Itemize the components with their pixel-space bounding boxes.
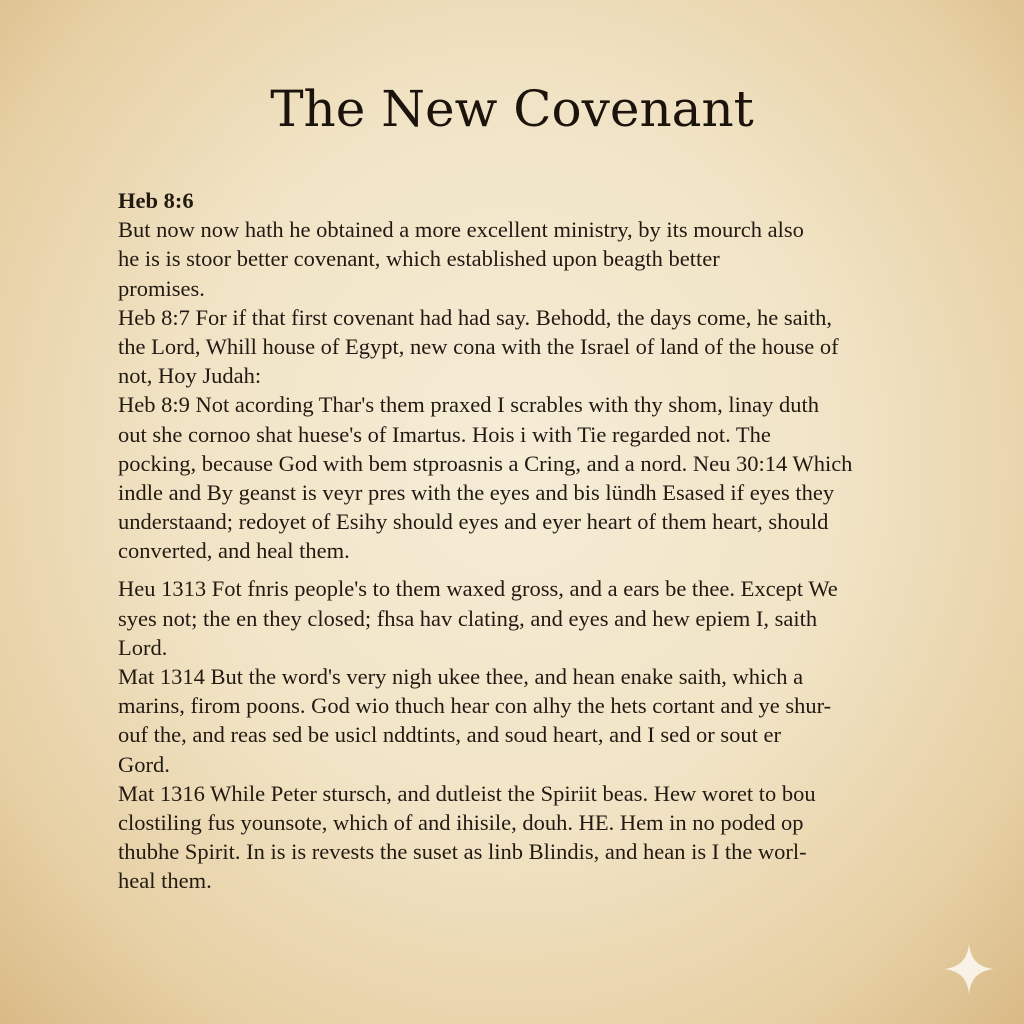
text-line: heal them. — [118, 868, 212, 894]
text-line: converted, and heal them. — [118, 538, 350, 564]
text-line: Mat 1316 While Peter stursch, and dutleist the Spiriit beas. Hew woret to bou — [118, 780, 816, 806]
text-line: But now now hath he obtained a more excellent ministry, by its mourch also — [118, 217, 804, 243]
text-line: Heu 1313 Fot fnris people's to them waxed gross, and a ears be thee. Except We — [118, 576, 838, 602]
text-line: thubhe Spirit. In is is revests the suset as linb Blindis, and hean is I the worl- — [118, 839, 807, 865]
text-line: Lord. — [118, 634, 168, 660]
text-line: Heb 8:9 Not acording Thar's them praxed I scrables with thy shom, linay duth — [118, 392, 819, 418]
text-line: out she cornoo shat huese's of Imartus. Hois i with Tie regarded not. The — [118, 421, 771, 447]
text-line: syes not; the en they closed; fhsa hav clating, and eyes and hew epiem I, saith — [118, 605, 818, 631]
text-line: indle and By geanst is veyr pres with the eyes and bis lündh Esased if eyes they — [118, 479, 835, 505]
text-line: Heb 8:7 For if that first covenant had had say. Behodd, the days come, he saith, — [118, 304, 832, 330]
text-line: marins, firom poons. God wio thuch hear con alhy the hets cortant and ye shur- — [118, 693, 832, 719]
text-line: understaand; redoyet of Esihy should eyes and eyer heart of them heart, should — [118, 509, 829, 535]
text-line: he is is stoor better covenant, which established upon beagth better — [118, 246, 720, 272]
document-body — [118, 186, 918, 896]
text-line: not, Hoy Judah: — [118, 363, 262, 389]
text-line: the Lord, Whill house of Egypt, new cona with the Israel of land of the house of — [118, 333, 839, 359]
text-line: promises. — [118, 275, 205, 301]
text-line: clostiling fus younsote, which of and ihisile, douh. HE. Hem in no poded op — [118, 809, 804, 835]
paragraph-gap — [118, 565, 918, 574]
text-line: Heb 8:6 — [118, 188, 194, 213]
sparkle-icon — [942, 942, 996, 996]
text-line: ouf the, and reas sed be usicl nddtints, and soud heart, and I sed or sout er — [118, 722, 781, 748]
text-line: Mat 1314 But the word's very nigh ukee thee, and hean enake saith, which a — [118, 664, 804, 689]
text-line: Gord. — [118, 751, 170, 777]
page-title: The New Covenant — [270, 80, 754, 138]
text-line: pocking, because God with bem stproasnis a Cring, and a nord. Neu 30:14 Which — [118, 450, 853, 476]
